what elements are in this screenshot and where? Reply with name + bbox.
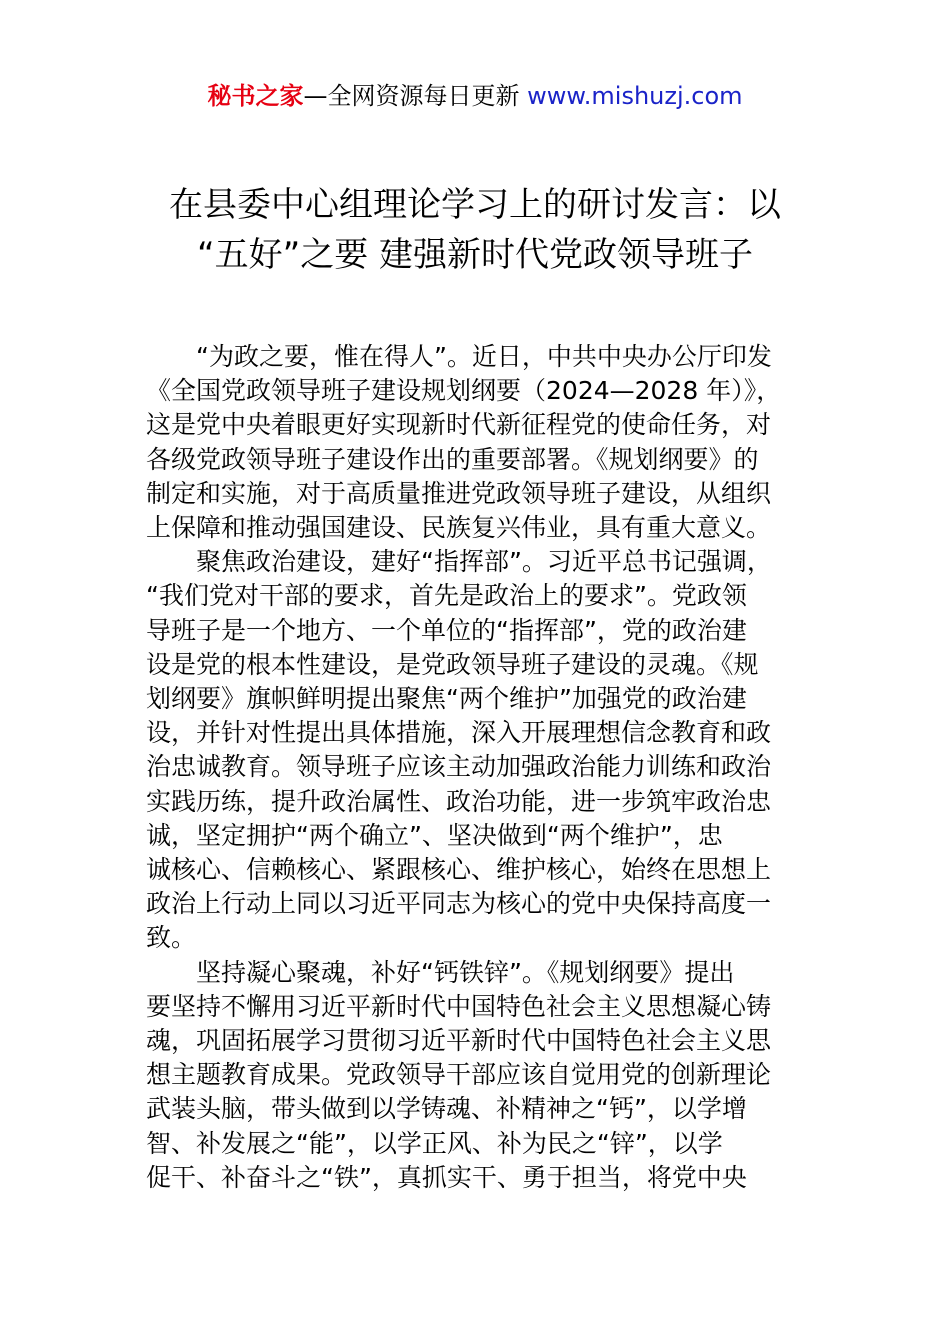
- text-line: 实践历练，提升政治属性、政治功能，进一步筑牢政治忠: [146, 786, 772, 816]
- text-line: 智、补发展之“能”，以学正风、补为民之“锌”，以学: [146, 1128, 723, 1158]
- site-header: [0, 80, 950, 112]
- document-title: [100, 180, 850, 280]
- text-line: 想主题教育成果。党政领导干部应该自觉用党的创新理论: [146, 1060, 772, 1090]
- brand-name: 秘书之家: [207, 82, 304, 110]
- text-line: 治忠诚教育。领导班子应该主动加强政治能力训练和政治: [146, 752, 772, 782]
- text-line: 划纲要》旗帜鲜明提出聚焦“两个维护”加强党的政治建: [146, 684, 747, 714]
- text-line: 这是党中央着眼更好实现新时代新征程党的使命任务，对: [146, 410, 772, 440]
- text-line: 聚焦政治建设，建好“指挥部”。习近平总书记强调，: [196, 547, 772, 577]
- text-line: 魂，巩固拓展学习贯彻习近平新时代中国特色社会主义思: [146, 1026, 772, 1056]
- paragraph-cohesion: [146, 956, 808, 1195]
- text-line: 武装头脑，带头做到以学铸魂、补精神之“钙”，以学增: [146, 1094, 747, 1124]
- title-line: “五好”之要 建强新时代党政领导班子: [196, 235, 754, 275]
- site-url-link[interactable]: www.mishuzj.com: [527, 82, 743, 110]
- document-body: [146, 340, 808, 1195]
- paragraph-political-building: [146, 545, 808, 955]
- text-line: “我们党对干部的要求，首先是政治上的要求”。党政领: [146, 581, 747, 611]
- paragraph-intro: [146, 340, 808, 545]
- text-line: 制定和实施，对于高质量推进党政领导班子建设，从组织: [146, 478, 772, 508]
- header-tagline: —全网资源每日更新: [303, 82, 528, 110]
- text-line: 诚核心、信赖核心、紧跟核心、维护核心，始终在思想上: [146, 855, 772, 885]
- text-line: 导班子是一个地方、一个单位的“指挥部”，党的政治建: [146, 615, 747, 645]
- text-line: 政治上行动上同以习近平同志为核心的党中央保持高度一: [146, 889, 772, 919]
- text-line: 诚，坚定拥护“两个确立”、坚决做到“两个维护”，忠: [146, 820, 723, 850]
- text-line: 设，并针对性提出具体措施，深入开展理想信念教育和政: [146, 718, 772, 748]
- text-line: 要坚持不懈用习近平新时代中国特色社会主义思想凝心铸: [146, 991, 772, 1021]
- text-line: 上保障和推动强国建设、民族复兴伟业，具有重大意义。: [146, 513, 772, 543]
- text-line: 各级党政领导班子建设作出的重要部署。《规划纲要》的: [146, 444, 759, 474]
- text-line: 《全国党政领导班子建设规划纲要（2024—2028 年）》，: [146, 376, 782, 406]
- text-line: 设是党的根本性建设，是党政领导班子建设的灵魂。《规: [146, 649, 759, 679]
- text-line: 促干、补奋斗之“铁”，真抓实干、勇于担当，将党中央: [146, 1162, 747, 1192]
- title-line: 在县委中心组理论学习上的研讨发言：以: [169, 185, 781, 225]
- text-line: 坚持凝心聚魂，补好“钙铁锌”。《规划纲要》提出: [196, 957, 735, 987]
- text-line: “为政之要，惟在得人”。近日，中共中央办公厅印发: [196, 342, 772, 371]
- text-line: 致。: [146, 923, 197, 953]
